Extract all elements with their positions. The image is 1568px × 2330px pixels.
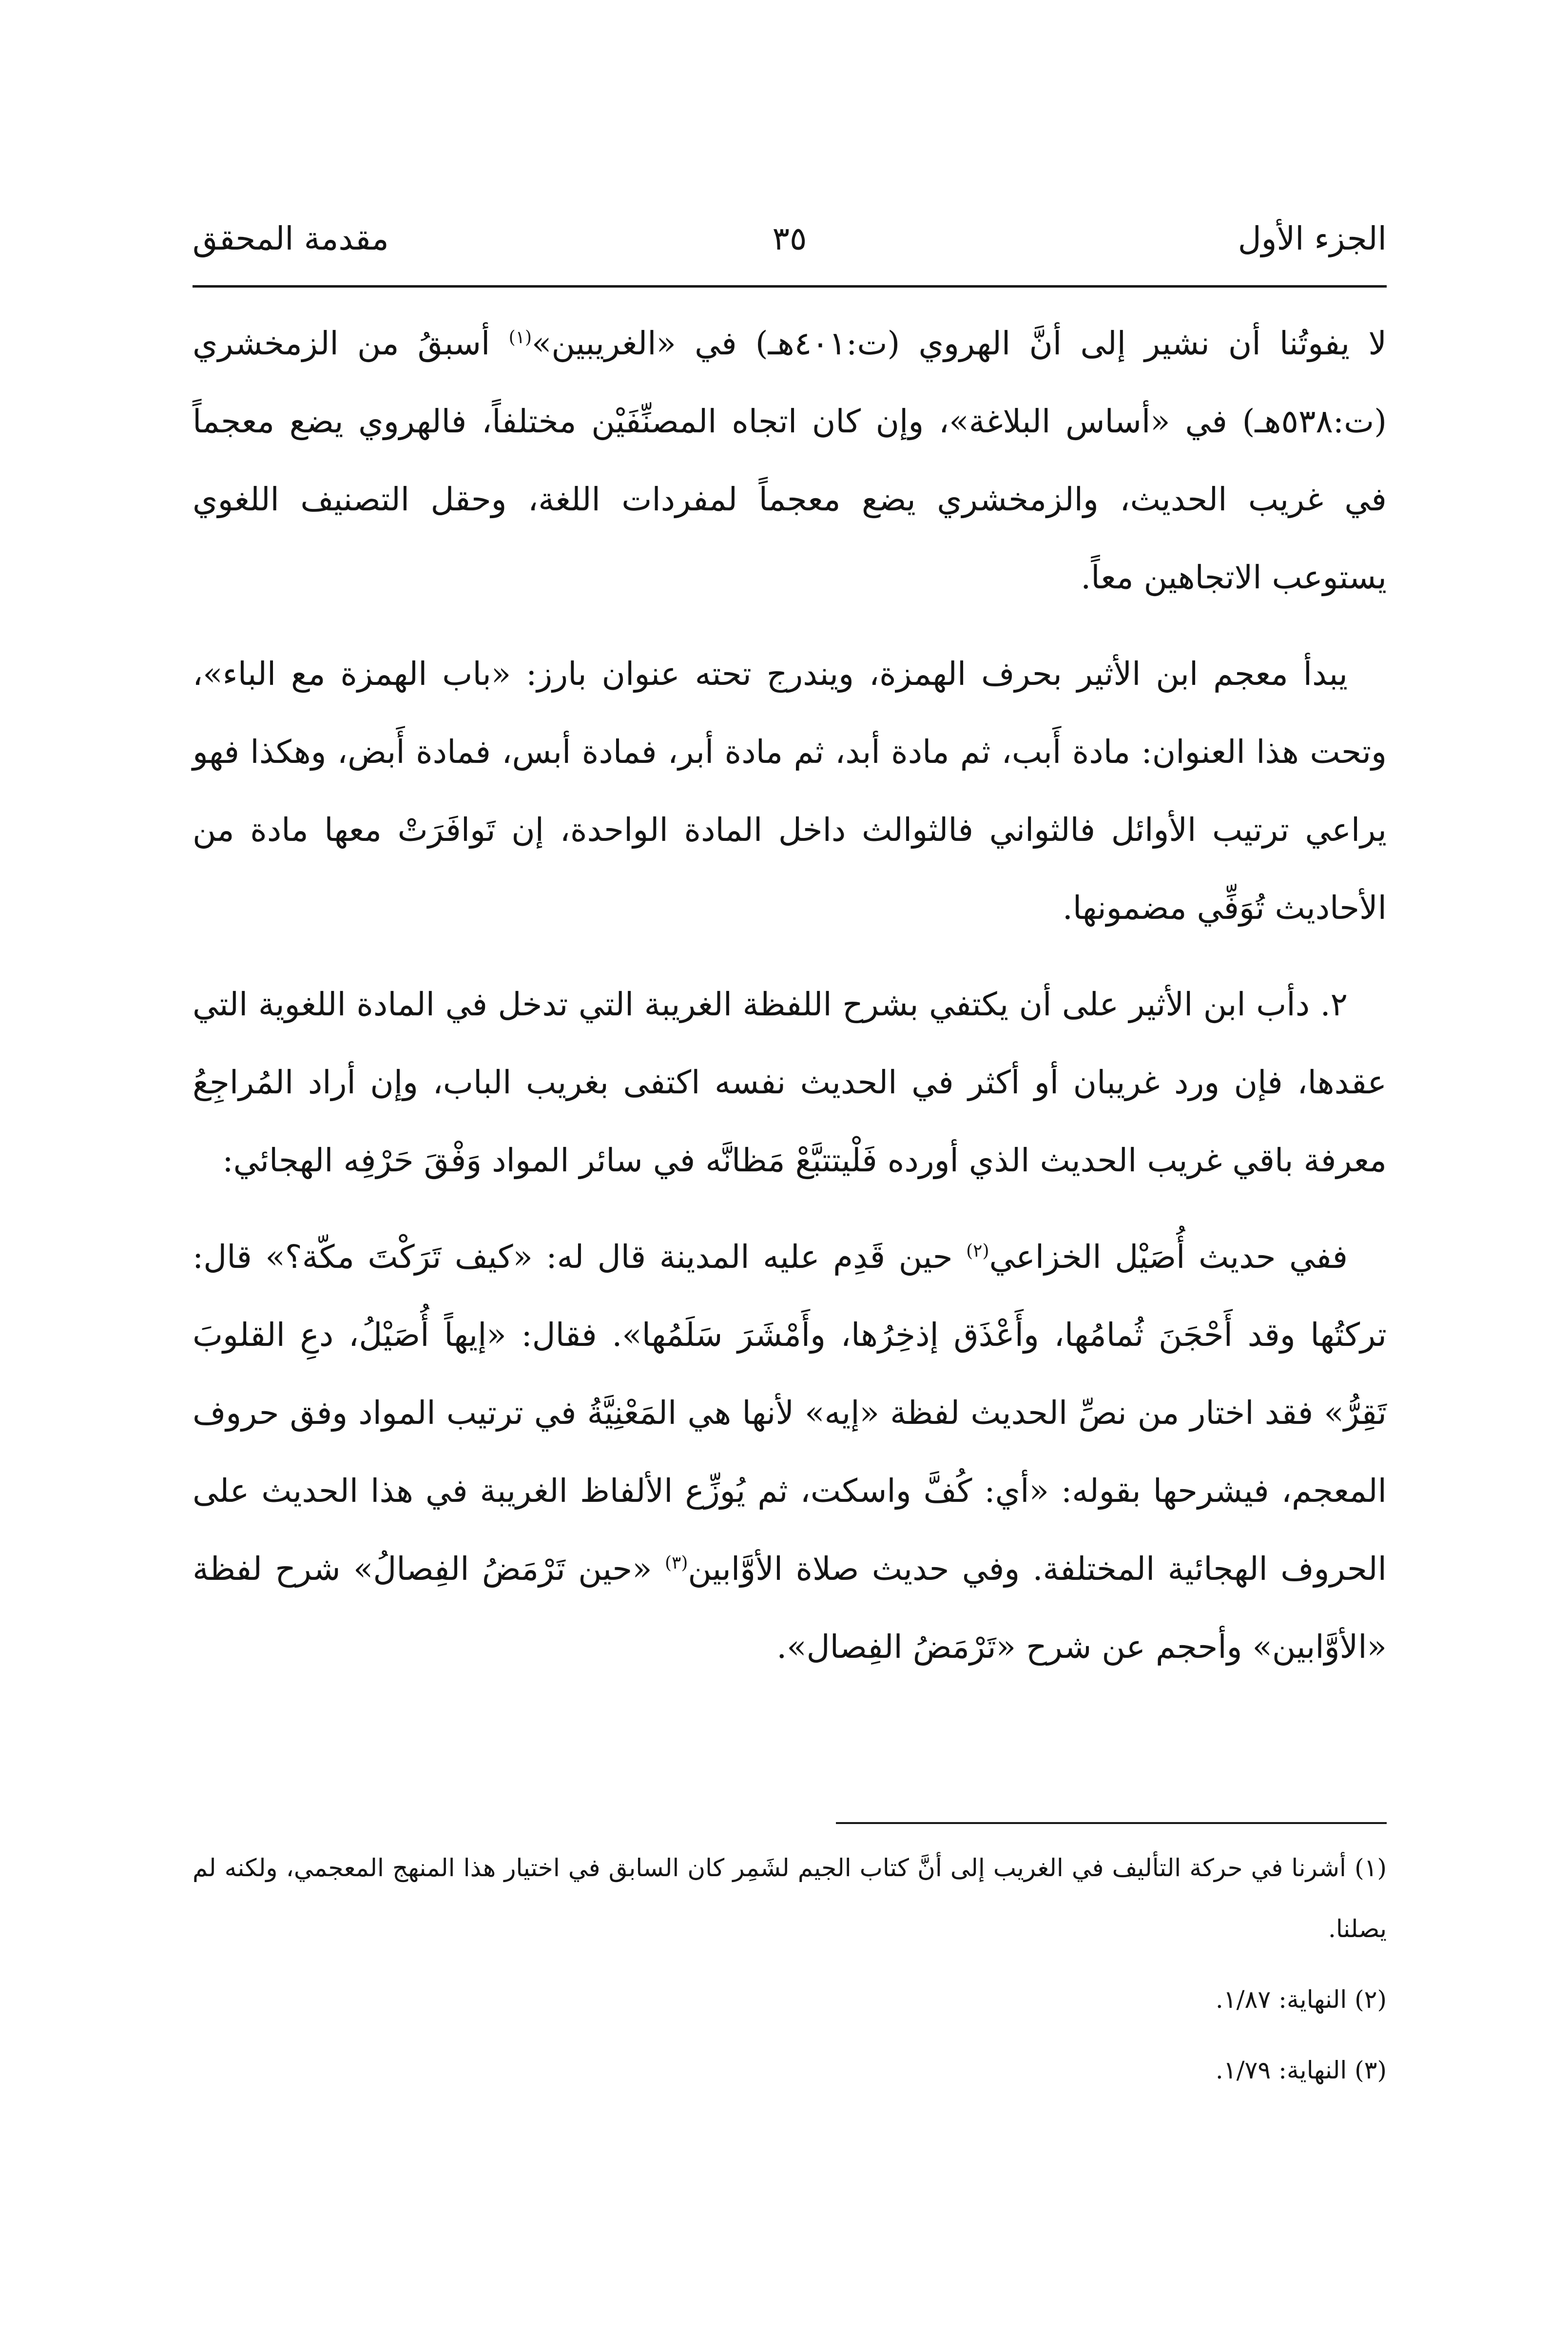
footnote-1 [193, 1838, 1387, 1960]
section-title: مقدمة المحقق [193, 220, 389, 257]
footnote-number: (٣) [1355, 2056, 1387, 2084]
footnote-2 [193, 1969, 1387, 2030]
footnote-3 [193, 2040, 1387, 2101]
paragraph-text: ففي حديث أُصَيْل الخزاعي [989, 1238, 1348, 1276]
main-text [193, 305, 1387, 1705]
footnote-text: أشرنا في حركة التأليف في الغريب إلى أنَّ كتاب الجيم لشَمِر كان السابق في اختيار هذا المنهج المعجمي، ولكنه لم يصلنا. [193, 1854, 1387, 1943]
page-number: ٣٥ [772, 220, 807, 257]
footnote-ref-2: (٢) [966, 1241, 989, 1261]
part-title: الجزء الأول [1238, 220, 1387, 257]
paragraph-1 [193, 305, 1387, 617]
paragraph-3: ٢. دأب ابن الأثير على أن يكتفي بشرح اللفظة الغريبة التي تدخل في المادة اللغوية التي عقدها، فإن ورد غريبان أو أكثر في الحديث نفسه اكتفى بغريب الباب، وإن أراد المُراجِعُ معرفة باقي غريب الحديث الذي أورده فَلْيتتبَّعْ مَظانَّه في سائر المواد وَفْقَ حَرْفِه الهجائي: [193, 986, 1387, 1179]
footnote-divider [836, 1822, 1387, 1824]
footnotes [193, 1838, 1387, 2111]
paragraph-4 [193, 1218, 1387, 1686]
footnote-ref-3: (٣) [664, 1553, 688, 1573]
footnote-text: النهاية: ١/٨٧. [1215, 1985, 1355, 2014]
page-header [193, 205, 1387, 273]
paragraph-2: يبدأ معجم ابن الأثير بحرف الهمزة، ويندرج تحته عنوان بارز: «باب الهمزة مع الباء»، وتحت هذا العنوان: مادة أَبب، ثم مادة أبد، ثم مادة أبر، فمادة أبس، فمادة أَبض، وهكذا فهو يراعي ترتيب الأوائل فالثواني فالثوالث داخل المادة الواحدة، إن تَوافَرَتْ معها مادة من الأحاديث تُوَفِّي مضمونها. [193, 655, 1387, 927]
paragraph-text: لا يفوتُنا أن نشير إلى أنَّ الهروي (ت:٤٠١هـ) في «الغريبين» [532, 325, 1387, 362]
header-divider [193, 285, 1387, 288]
footnote-ref-1: (١) [508, 328, 532, 348]
footnote-number: (١) [1355, 1854, 1387, 1882]
footnote-number: (٢) [1355, 1985, 1387, 2014]
paragraph-text: حين قَدِم عليه المدينة قال له: «كيف تَرَكْتَ مكّة؟» قال: تركتُها وقد أَحْجَنَ ثُمامُها، وأَعْذَق إذخِرُها، وأَمْشَرَ سَلَمُها». فقال: «إيهاً أُصَيْلُ، دعِ القلوبَ تَقِرُّ» فقد اختار من نصِّ الحديث لفظة «إيه» لأنها هي المَعْنِيَّةُ في ترتيب المواد وفق حروف المعجم، فيشرحها بقوله: «أي: كُفَّ واسكت، ثم يُوزِّع الألفاظ الغريبة في هذا الحديث على الحروف الهجائية المختلفة. وفي حديث صلاة الأوَّابين [193, 1238, 1387, 1588]
footnote-text: النهاية: ١/٧٩. [1215, 2056, 1355, 2084]
paragraph-text: «حين تَرْمَضُ الفِصالُ» شرح لفظة «الأوَّابين» وأحجم عن شرح «تَرْمَضُ الفِصال». [193, 1550, 1387, 1666]
paragraph-text: أسبقُ من الزمخشري (ت:٥٣٨هـ) في «أساس البلاغة»، وإن كان اتجاه المصنِّفَيْن مختلفاً، فالهروي يضع معجماً في غريب الحديث، والزمخشري يضع معجماً لمفردات اللغة، وحقل التصنيف اللغوي يستوعب الاتجاهين معاً. [193, 325, 1387, 596]
